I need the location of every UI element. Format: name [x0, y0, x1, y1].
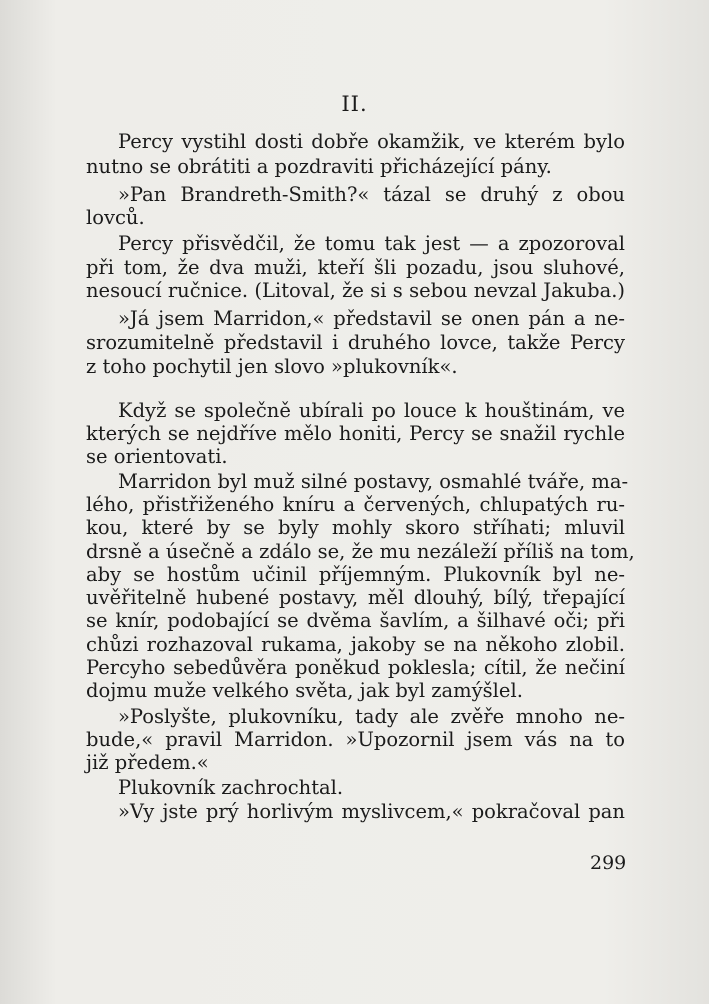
text-line: Percy vystihl dosti dobře okamžik, ve kterém bylo — [118, 130, 625, 153]
text-line: již předem.« — [86, 751, 209, 774]
text-line: se orientovati. — [86, 445, 228, 468]
text-line: Percyho sebedůvěra poněkud poklesla; cítil, že nečiní — [86, 656, 625, 679]
text-line: dojmu muže velkého světa, jak byl zamýšlel. — [86, 679, 523, 702]
text-line: aby se hostům učinil příjemným. Plukovník byl ne- — [86, 563, 625, 586]
text-line: při tom, že dva muži, kteří šli pozadu, jsou sluhové, — [86, 256, 625, 279]
text-line: lovců. — [86, 206, 145, 229]
text-line: Plukovník zachrochtal. — [118, 776, 344, 799]
text-line: »Pan Brandreth-Smith?« tázal se druhý z obou — [118, 183, 625, 206]
text-line: »Poslyšte, plukovníku, tady ale zvěře mnoho ne- — [118, 705, 625, 728]
text-line: kterých se nejdříve mělo honiti, Percy se snažil rychle — [86, 422, 625, 445]
text-line: »Vy jste prý horlivým myslivcem,« pokračoval pan — [118, 800, 625, 823]
text-line: Percy přisvědčil, že tomu tak jest — a zpozoroval — [118, 232, 625, 255]
text-line: drsně a úsečně a zdálo se, že mu nezáleží příliš na tom, — [86, 540, 635, 563]
text-line: »Já jsem Marridon,« představil se onen pán a ne- — [118, 307, 625, 330]
text-line: nesoucí ručnice. (Litoval, že si s sebou nevzal Jakuba.) — [86, 279, 625, 302]
text-line: bude,« pravil Marridon. »Upozornil jsem vás na to — [86, 728, 625, 751]
text-line: chůzi rozhazoval rukama, jakoby se na někoho zlobil. — [86, 633, 625, 656]
text-line: nutno se obrátiti a pozdraviti přicházející pány. — [86, 155, 552, 178]
text-line: lého, přistřiženého kníru a červených, chlupatých ru- — [86, 493, 625, 516]
text-line: Když se společně ubírali po louce k houštinám, ve — [118, 399, 625, 422]
chapter-heading: II. — [341, 92, 368, 116]
text-line: Marridon byl muž silné postavy, osmahlé tváře, ma- — [118, 470, 629, 493]
page-number: 299 — [590, 852, 627, 874]
text-line: kou, které by se byly mohly skoro stříhati; mluvil — [86, 516, 625, 539]
text-line: se knír, podobající se dvěma šavlím, a šilhavé oči; při — [86, 609, 625, 632]
text-line: srozumitelně představil i druhého lovce, takže Percy — [86, 331, 625, 354]
text-line: uvěřitelně hubené postavy, měl dlouhý, bílý, třepající — [86, 586, 625, 609]
text-line: z toho pochytil jen slovo »plukovník«. — [86, 355, 458, 378]
